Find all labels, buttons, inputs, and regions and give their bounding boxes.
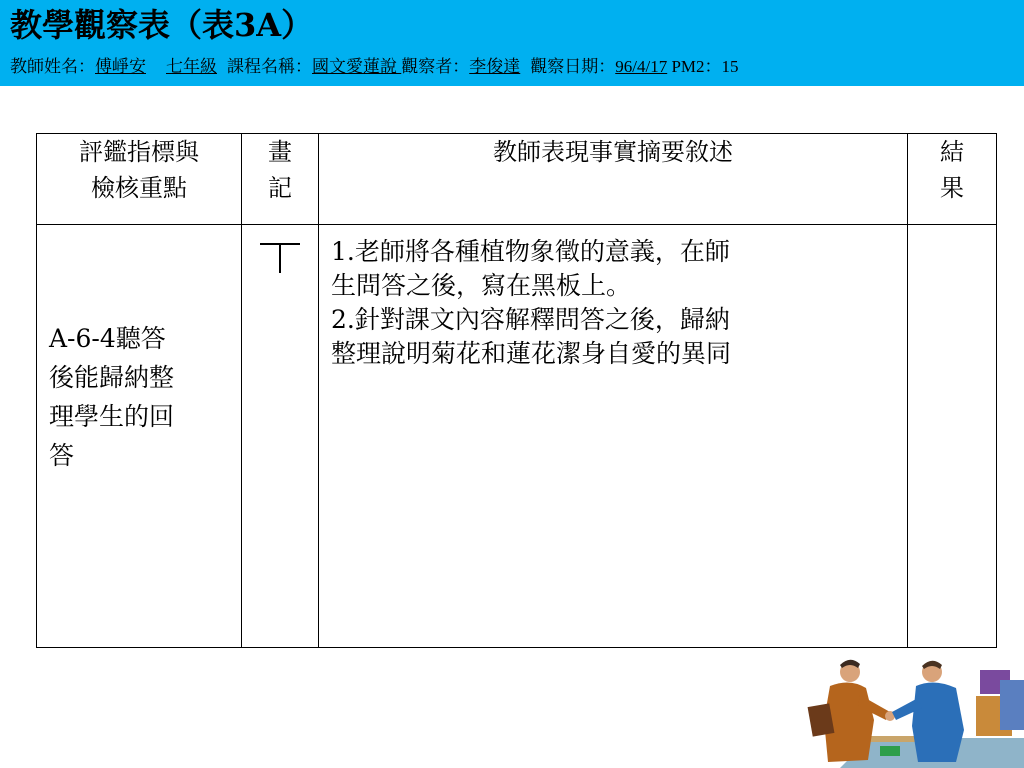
grade: 七年級 bbox=[166, 57, 217, 76]
course-label: 課程名稱： bbox=[227, 57, 312, 76]
page-title: 教學觀察表（表3A） bbox=[10, 6, 314, 44]
observation-time: PM2：15 bbox=[667, 57, 739, 76]
header-description: 教師表現事實摘要敘述 bbox=[319, 134, 908, 225]
course-name: 國文愛蓮說 bbox=[312, 57, 402, 76]
mark-cell bbox=[242, 225, 319, 648]
description-cell: 1.老師將各種植物象徵的意義，在師 生問答之後，寫在黑板上。 2.針對課文內容解釋問答之後，歸納 整理說明菊花和蓮花潔身自愛的異同 bbox=[319, 225, 908, 648]
tally-mark bbox=[260, 243, 300, 273]
result-cell bbox=[908, 225, 997, 648]
criteria-cell: A-6-4聽答 後能歸納整 理學生的回 答 bbox=[37, 225, 242, 648]
observation-meta bbox=[10, 56, 739, 78]
handshake-clipart bbox=[800, 650, 1024, 768]
table-header-row bbox=[37, 134, 997, 225]
table-row bbox=[37, 225, 997, 648]
header-mark: 畫 記 bbox=[242, 134, 319, 225]
date-label: 觀察日期： bbox=[530, 57, 616, 76]
teacher-name: 傅崢安 bbox=[95, 57, 146, 76]
observer-label: 觀察者： bbox=[401, 57, 470, 76]
header-criteria: 評鑑指標與 檢核重點 bbox=[37, 134, 242, 225]
observation-date: 96/4/17 bbox=[615, 57, 668, 76]
teacher-label: 教師姓名： bbox=[10, 57, 95, 76]
observation-table bbox=[36, 133, 997, 648]
observer-name: 李俊達 bbox=[469, 57, 521, 76]
header-result: 結 果 bbox=[908, 134, 997, 225]
header-bar bbox=[0, 0, 1024, 86]
